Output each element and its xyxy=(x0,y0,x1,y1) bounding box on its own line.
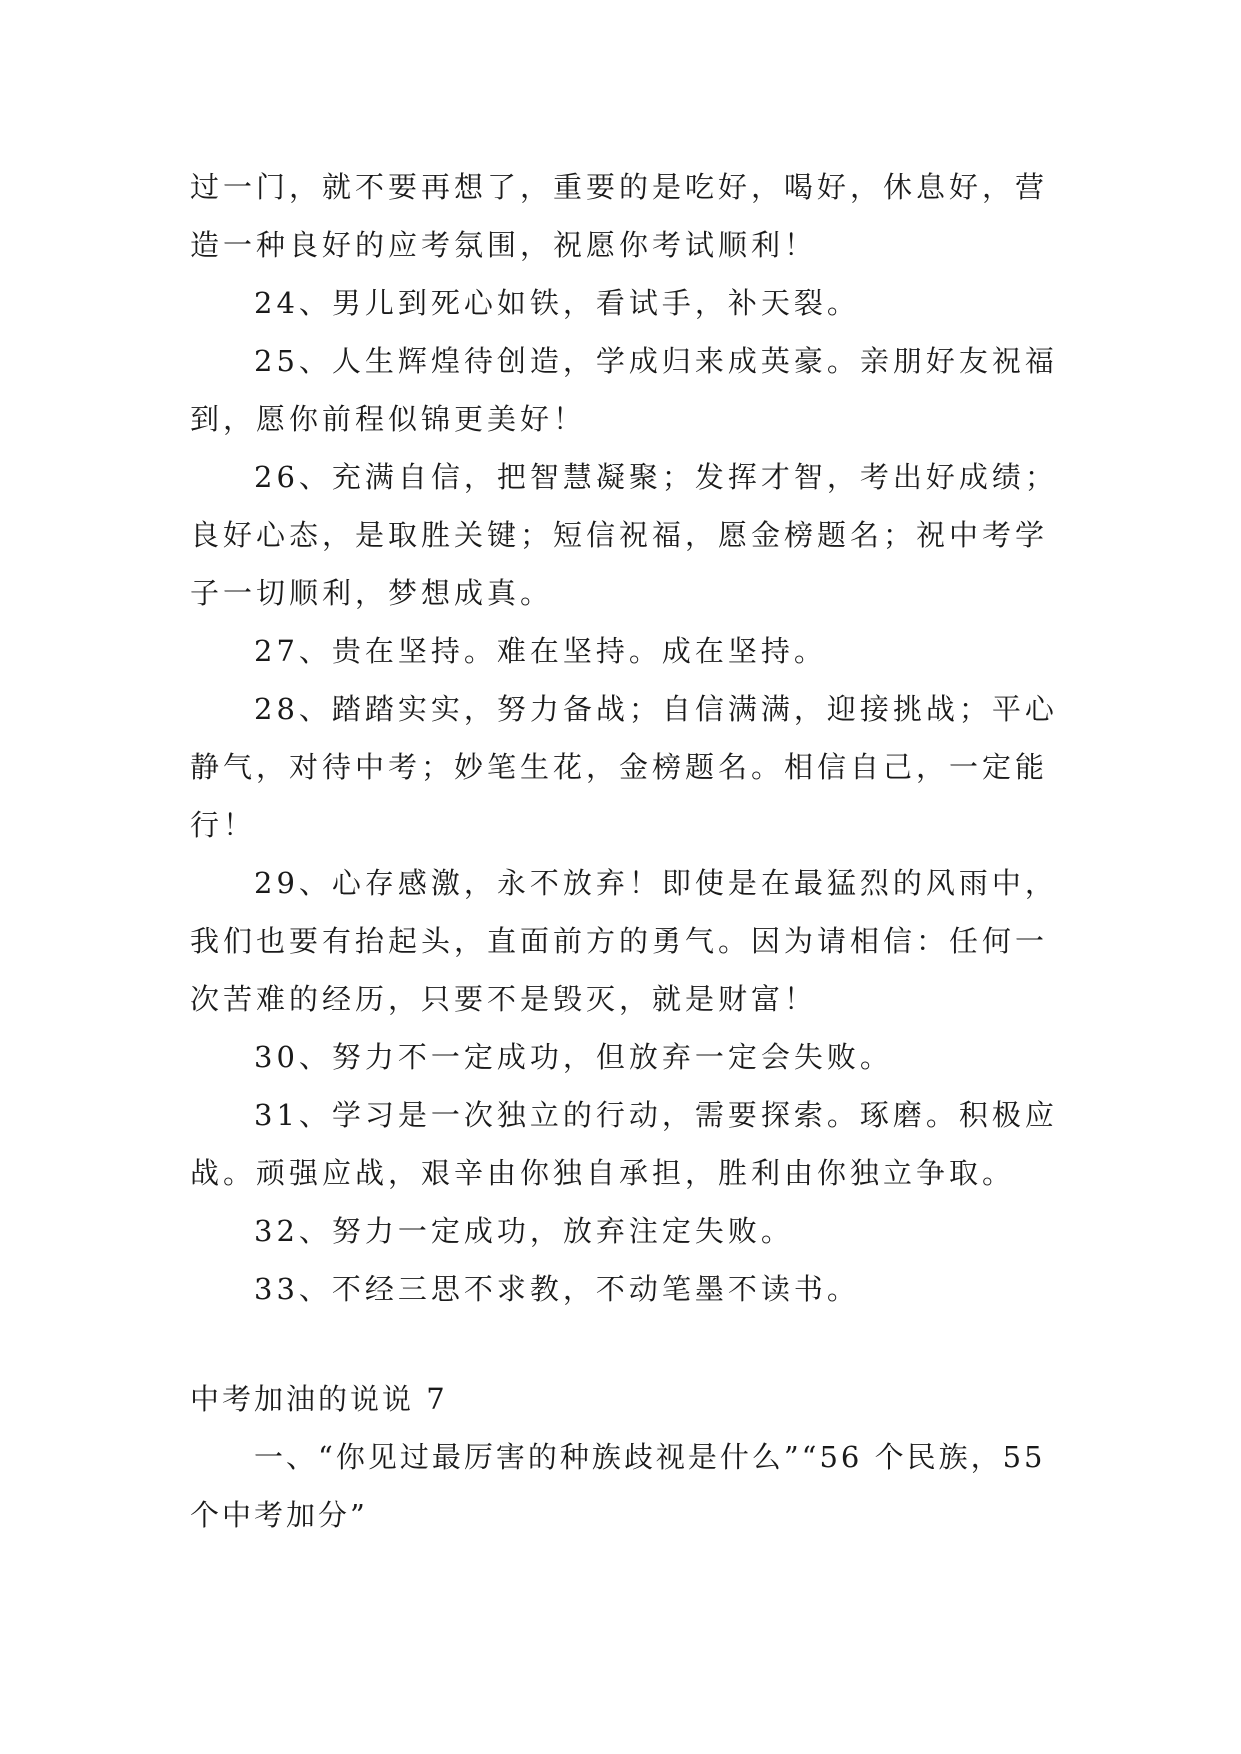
paragraph-item-26: 26、充满自信，把智慧凝聚；发挥才智，考出好成绩；良好心态，是取胜关键；短信祝福，愿金榜题名；祝中考学子一切顺利，梦想成真。 xyxy=(190,460,1058,610)
paragraph-item-32: 32、努力一定成功，放弃注定失败。 xyxy=(254,1214,794,1248)
paragraph-item-24: 24、男儿到死心如铁，看试手，补天裂。 xyxy=(254,286,860,320)
section-heading: 中考加油的说说 7 xyxy=(190,1382,448,1416)
section-body xyxy=(190,1428,1070,1544)
body-text xyxy=(190,158,1070,1318)
section-paragraph-1: 一、“你见过最厉害的种族歧视是什么”“56 个民族，55 个中考加分” xyxy=(190,1440,1046,1532)
paragraph-item-31: 31、学习是一次独立的行动，需要探索。琢磨。积极应战。顽强应战，艰辛由你独自承担，胜利由你独立争取。 xyxy=(190,1098,1058,1190)
paragraph-item-30: 30、努力不一定成功，但放弃一定会失败。 xyxy=(254,1040,893,1074)
paragraph-item-28: 28、踏踏实实，努力备战；自信满满，迎接挑战；平心静气，对待中考；妙笔生花，金榜题名。相信自己，一定能行！ xyxy=(190,692,1058,842)
paragraph-item-25: 25、人生辉煌待创造，学成归来成英豪。亲朋好友祝福到，愿你前程似锦更美好！ xyxy=(190,344,1058,436)
paragraph-item-29: 29、心存感激，永不放弃！即使是在最猛烈的风雨中，我们也要有抬起头，直面前方的勇气。因为请相信：任何一次苦难的经历，只要不是毁灭，就是财富！ xyxy=(190,866,1058,1016)
paragraph-continuation: 过一门，就不要再想了，重要的是吃好，喝好，休息好，营造一种良好的应考氛围，祝愿你考试顺利！ xyxy=(190,170,1049,262)
paragraph-item-33: 33、不经三思不求教，不动笔墨不读书。 xyxy=(254,1272,860,1306)
paragraph-item-27: 27、贵在坚持。难在坚持。成在坚持。 xyxy=(254,634,827,668)
